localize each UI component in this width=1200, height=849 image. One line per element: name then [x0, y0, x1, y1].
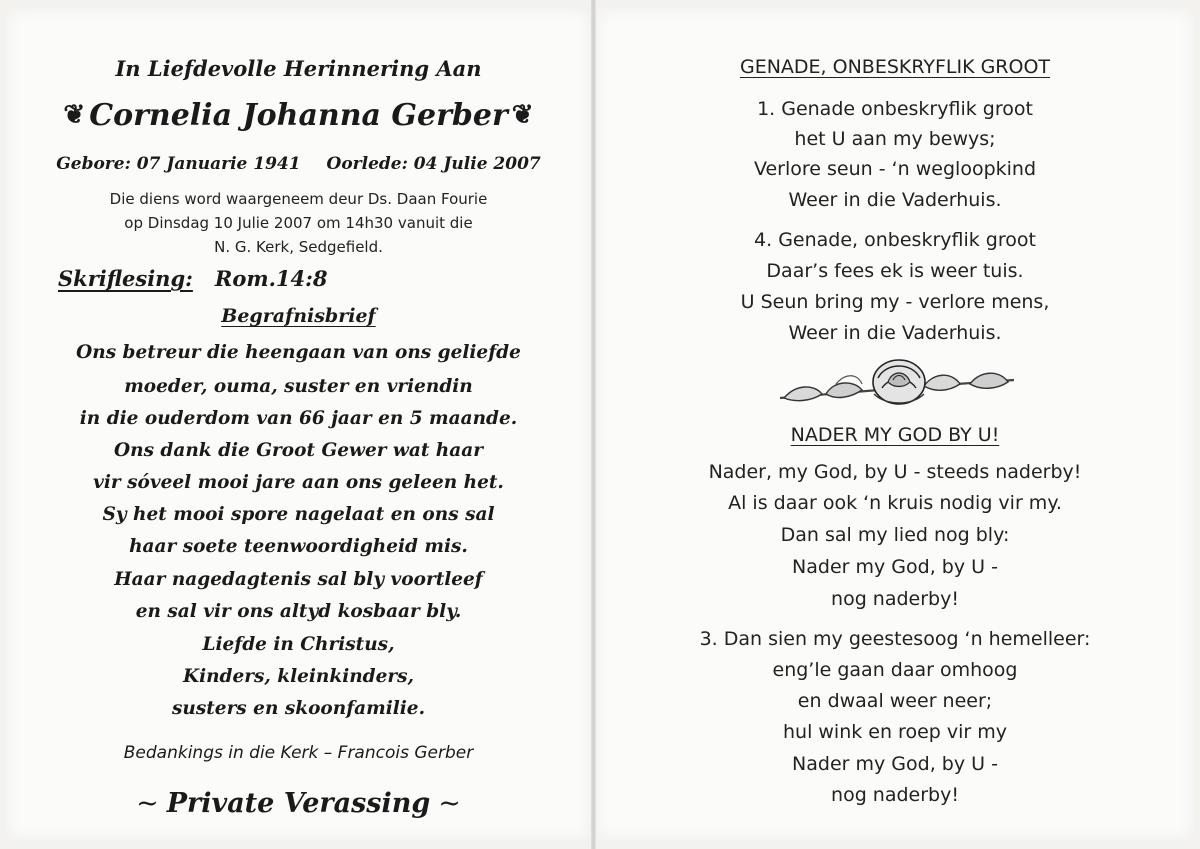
- hymn-line: het U aan my bewys;: [794, 128, 996, 150]
- tilde-right: ~: [438, 788, 461, 819]
- hymn-line: 4. Genade, onbeskryflik groot: [754, 229, 1036, 251]
- hymn-line: Weer in die Vaderhuis.: [788, 189, 1002, 211]
- dates-row: [6, 154, 591, 174]
- hymn-line: Verlore seun - ‘n wegloopkind: [753, 158, 1037, 180]
- floral-ornament-icon: ❦: [63, 100, 86, 130]
- letter-line: Ons dank die Groot Gewer wat haar: [114, 440, 483, 461]
- hymn-title: NADER MY GOD BY U!: [790, 424, 1000, 446]
- scripture-reference: Rom.14:8: [214, 266, 328, 291]
- service-line: op Dinsdag 10 Julie 2007 om 14h30 vanuit die: [124, 214, 473, 232]
- hymn-line: 1. Genade onbeskryflik groot: [757, 98, 1033, 120]
- letter-signoff: Liefde in Christus,: [202, 634, 395, 655]
- letter-signoff: susters en skoonfamilie.: [171, 698, 426, 719]
- deceased-name-row: [6, 98, 591, 133]
- hymn-line: Daar’s fees ek is weer tuis.: [766, 260, 1024, 282]
- letter-signoff: Kinders, kleinkinders,: [182, 666, 414, 687]
- right-page: [596, 8, 1194, 841]
- scripture-reading: [58, 266, 327, 291]
- hymn-line: U Seun bring my - verlore mens,: [740, 291, 1050, 313]
- death-date: Oorlede: 04 Julie 2007: [326, 154, 541, 174]
- letter-title: Begrafnisbrief: [221, 305, 376, 327]
- hymn-line: Nader my God, by U -: [792, 556, 998, 578]
- hymn-line: Dan sal my lied nog bly:: [780, 524, 1010, 546]
- private-cremation: [6, 788, 591, 819]
- floral-ornament-icon: ❦: [511, 100, 534, 130]
- hymn-line: nog naderby!: [831, 588, 959, 610]
- letter-line: Ons betreur die heengaan van ons geliefde: [76, 342, 521, 363]
- private-cremation-text: Private Verassing: [166, 788, 431, 819]
- hymn-line: Weer in die Vaderhuis.: [788, 322, 1002, 344]
- letter-line: moeder, ouma, suster en vriendin: [124, 376, 473, 397]
- service-line: Die diens word waargeneem deur Ds. Daan Fourie: [109, 190, 488, 208]
- service-line: N. G. Kerk, Sedgefield.: [214, 238, 383, 256]
- rose-branch-icon: [774, 354, 1019, 414]
- hymn-line: Al is daar ook ‘n kruis nodig vir my.: [728, 492, 1062, 514]
- letter-line: Haar nagedagtenis sal bly voortleef: [114, 569, 483, 590]
- memorial-heading: In Liefdevolle Herinnering Aan: [115, 56, 482, 81]
- letter-line: haar soete teenwoordigheid mis.: [129, 536, 468, 557]
- hymn-line: eng’le gaan daar omhoog: [772, 659, 1018, 681]
- hymn-line: nog naderby!: [831, 784, 959, 806]
- left-page: [6, 8, 591, 841]
- hymn-line: Nader my God, by U -: [792, 753, 998, 775]
- hymn-line: en dwaal weer neer;: [797, 690, 993, 712]
- letter-line: en sal vir ons altyd kosbaar bly.: [135, 601, 462, 622]
- deceased-name: Cornelia Johanna Gerber: [89, 98, 508, 133]
- letter-line: vir sóveel mooi jare aan ons geleen het.: [93, 472, 504, 493]
- hymn-line: Nader, my God, by U - steeds naderby!: [708, 461, 1082, 483]
- letter-line: Sy het mooi spore nagelaat en ons sal: [102, 504, 495, 525]
- church-thanks: Bedankings in die Kerk – Francois Gerber: [123, 743, 474, 763]
- scripture-label: Skriflesing:: [58, 266, 193, 291]
- birth-date: Gebore: 07 Januarie 1941: [56, 154, 301, 174]
- hymn-title: GENADE, ONBESKRYFLIK GROOT: [739, 56, 1051, 78]
- letter-line: in die ouderdom van 66 jaar en 5 maande.: [79, 408, 518, 429]
- hymn-line: 3. Dan sien my geestesoog ‘n hemelleer:: [699, 628, 1091, 650]
- hymn-line: hul wink en roep vir my: [782, 721, 1007, 743]
- tilde-left: ~: [136, 788, 159, 819]
